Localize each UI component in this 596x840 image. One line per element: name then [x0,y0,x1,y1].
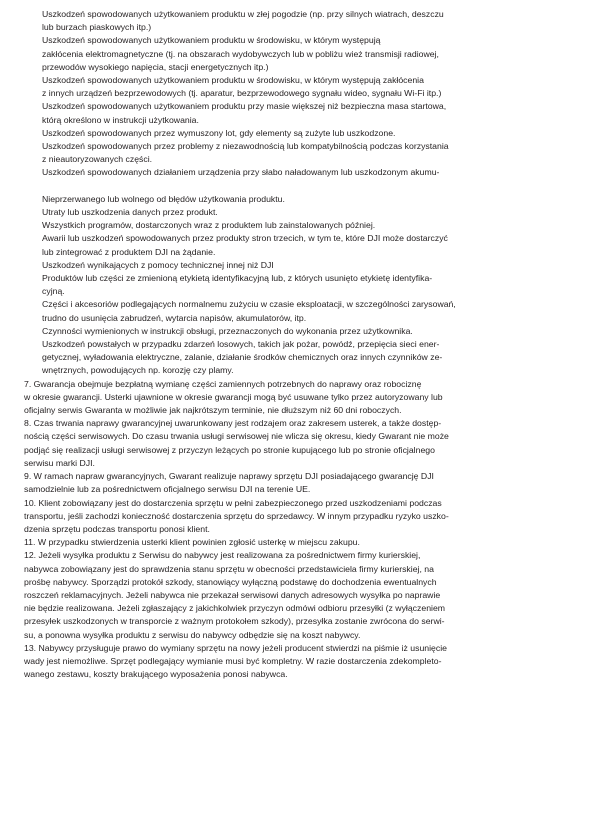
text-line: którą określono w instrukcji użytkowania. [42,114,199,125]
text-line: Części i akcesoriów podlegających normalnemu zużyciu w czasie eksploatacji, w szczególności zarysowań, [42,299,456,310]
text-line: cyjną. [42,286,65,297]
text-line: lub zintegrować z produktem DJI na żądanie. [42,246,216,257]
text-line: Uszkodzeń spowodowanych użytkowaniem produktu w środowisku, w którym występują [42,35,381,46]
text-line: nie będzie realizowana. Jeżeli zgłaszający z jakichkolwiek przyczyn odmówi odbioru przesyłki (z wyłączeniem [24,603,446,614]
text-line: serwisu marki DJI. [24,457,95,468]
text-line: 13. Nabywcy przysługuje prawo do wymiany sprzętu na nowy jeżeli producent stwierdzi na piśmie iż usunięcie [24,642,447,653]
text-line: prośbę nabywcy. Sporządzi protokół szkody, stanowiący wyłączną podstawę do dochodzenia ewentualnych [24,576,437,587]
text-line: Uszkodzeń spowodowanych użytkowaniem produktu przy masie większej niż bezpieczna masa startowa, [42,101,447,112]
text-line: oficjalny serwis Gwaranta w możliwie jak najkrótszym terminie, nie dłuższym niż 60 dni roboczych. [24,405,402,416]
text-line: Uszkodzeń spowodowanych przez wymuszony lot, gdy elementy są zużyte lub uszkodzone. [42,127,396,138]
text-line: nabywca zobowiązany jest do sprawdzenia stanu sprzętu w obecności przedstawiciela firmy kurierskiej, na [24,563,434,574]
text-line: lub burzach piaskowych itp.) [42,22,152,33]
text-line: transportu, jeśli zachodzi konieczność dostarczenia sprzętu do sprzedawcy. W innym przypadku ryzyko uszko- [24,510,449,521]
text-line: su, a ponowna wysyłka produktu z serwisu do nabywcy odbędzie się na koszt nabywcy. [24,629,361,640]
text-line: Utraty lub uszkodzenia danych przez produkt. [42,207,218,218]
text-line: w okresie gwarancji. Usterki ujawnione w okresie gwarancji mogą być usuwane tylko przez autoryzowany lub [24,391,443,402]
blank-line [24,180,508,193]
text-line: dzenia sprzętu podczas transportu ponosi klient. [24,523,210,534]
text-line: 9. W ramach napraw gwarancyjnych, Gwarant realizuje naprawy sprzętu DJI posiadającego gwarancję DJI [24,471,434,482]
text-line: przewodów wysokiego napięcia, stacji energetycznych itp.) [42,61,269,72]
text-line: 12. Jeżeli wysyłka produktu z Serwisu do nabywcy jest realizowana za pośrednictwem firmy kurierskiej, [24,550,421,561]
text-line: zakłócenia elektromagnetyczne (tj. na obszarach wydobywczych lub w pobliżu wież transmisji radiowej, [42,48,439,59]
text-line: roszczeń reklamacyjnych. Jeżeli nabywca nie przekazał serwisowi danych adresowych wysyłka po naprawie [24,589,441,600]
text-line: Uszkodzeń wynikających z pomocy technicznej innej niż DJI [42,259,274,270]
text-line: 10. Klient zobowiązany jest do dostarczenia sprzętu w pełni zabezpieczonego przed uszkodzeniami podczas [24,497,442,508]
text-line: nością części serwisowych. Do czasu trwania usługi serwisowej nie wlicza się okresu, kiedy Gwarant nie może [24,431,449,442]
text-line: Czynności wymienionych w instrukcji obsługi, przeznaczonych do wykonania przez użytkownika. [42,325,413,336]
text-line: 8. Czas trwania naprawy gwarancyjnej uwarunkowany jest rodzajem oraz zakresem usterek, a także dostęp- [24,418,442,429]
text-line: Uszkodzeń powstałych w przypadku zdarzeń losowych, takich jak pożar, powódź, przepięcia sieci ener- [42,339,440,350]
text-line: samodzielnie lub za pośrednictwem oficjalnego serwisu DJI na terenie UE. [24,484,311,495]
text-line: przesyłek uszkodzonych w transporcie z ważnym protokołem szkody), przesyłka zostanie zwrócona do serwi- [24,616,445,627]
text-line: trudno do usunięcia zabrudzeń, wytarcia napisów, akumulatorów, itp. [42,312,307,323]
text-line: Uszkodzeń spowodowanych przez problemy z niezawodnością lub kompatybilnością podczas korzystania [42,141,449,152]
text-line: wnętrznych, powodujących np. korozję czy plamy. [42,365,234,376]
text-line: Uszkodzeń spowodowanych użytkowaniem produktu w złej pogodzie (np. przy silnych wiatrach, deszczu [42,9,444,19]
text-line: Produktów lub części ze zmienioną etykietą identyfikacyjną lub, z których usunięto etykietę identyfika- [42,273,433,284]
text-line: Awarii lub uszkodzeń spowodowanych przez produkty stron trzecich, w tym te, które DJI może dostarczyć [42,233,448,244]
text-line: z innych urządzeń bezprzewodowych (tj. aparatur, bezprzewodowego sygnału wideo, sygnału Wi-Fi itp.) [42,88,442,99]
text-line: getycznej, wyładowania elektryczne, zalanie, działanie środków chemicznych oraz innych czynników ze- [42,352,443,363]
text-line: podjąć się realizacji usługi serwisowej z przyczyn leżących po stronie kupującego lub po stronie oficjalnego [24,444,435,455]
text-line: wady jest niemożliwe. Sprzęt podlegający wymianie musi być kompletny. W razie dostarczenia zdekompleto- [24,655,442,666]
text-line: wanego zestawu, koszty brakującego wyposażenia ponosi nabywca. [24,669,288,680]
text-line: Uszkodzeń spowodowanych użytkowaniem produktu w środowisku, w którym występują zakłócenia [42,75,424,86]
text-line: Uszkodzeń spowodowanych działaniem urządzenia przy słabo naładowanym lub uszkodzonym akumu- [42,167,440,178]
text-line: 11. W przypadku stwierdzenia usterki klient powinien zgłosić usterkę w miejscu zakupu. [24,537,360,548]
text-line: z nieautoryzowanych części. [42,154,153,165]
warranty-text [24,8,508,681]
text-line: 7. Gwarancja obejmuje bezpłatną wymianę części zamiennych potrzebnych do naprawy oraz robociznę [24,378,422,389]
text-line: Wszystkich programów, dostarczonych wraz z produktem lub zainstalowanych później. [42,220,376,231]
text-line: Nieprzerwanego lub wolnego od błędów użytkowania produktu. [42,193,285,204]
